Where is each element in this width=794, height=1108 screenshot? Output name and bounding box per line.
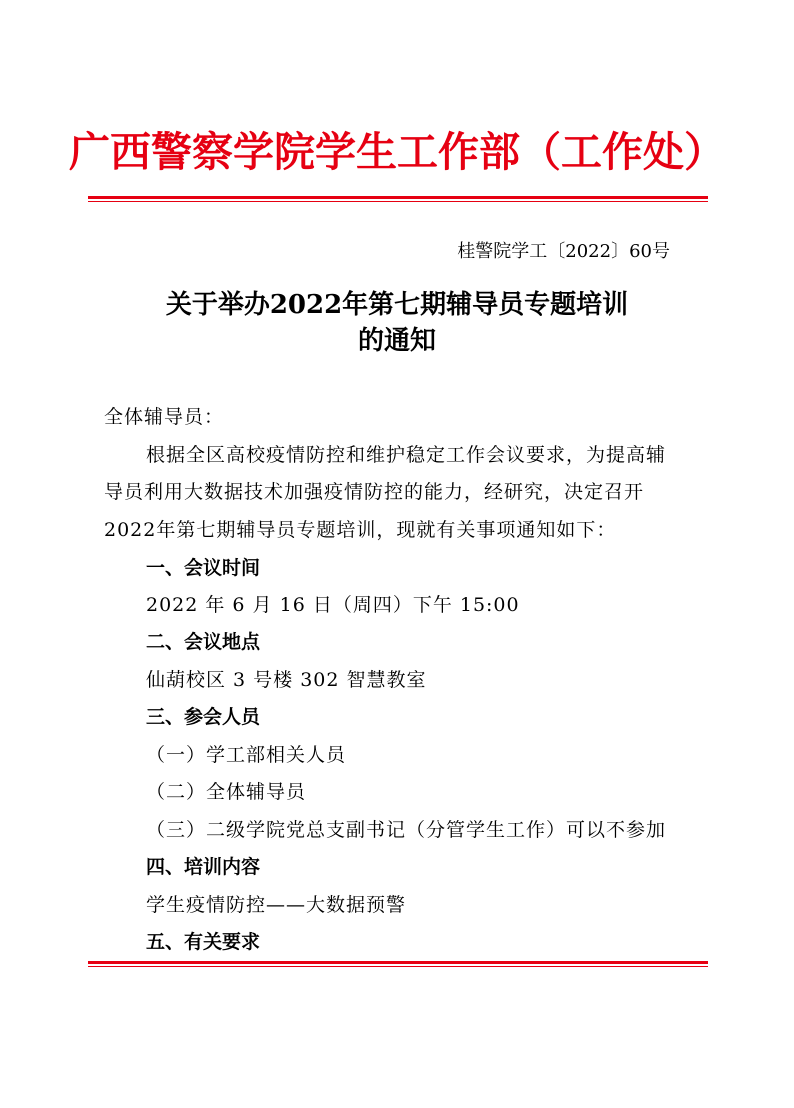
section-heading-requirements: 五、有关要求 xyxy=(146,931,261,953)
intro-line-3: 2022年第七期辅导员专题培训，现就有关事项通知如下： xyxy=(104,519,617,541)
intro-line-2: 导员利用大数据技术加强疫情防控的能力，经研究，决定召开 xyxy=(104,481,645,503)
meeting-time: 2022 年 6 月 16 日（周四）下午 15:00 xyxy=(146,594,520,616)
participant-item: （一）学工部相关人员 xyxy=(146,744,347,766)
red-divider-top-thick xyxy=(88,196,708,199)
red-divider-bottom xyxy=(88,961,708,967)
participant-item: （三）二级学院党总支副书记（分管学生工作）可以不参加 xyxy=(146,819,667,841)
document-title-line-1: 关于举办2022年第七期辅导员专题培训 xyxy=(165,290,629,320)
intro-line-1: 根据全区高校疫情防控和维护稳定工作会议要求，为提高辅 xyxy=(146,444,667,466)
red-divider-top-thin xyxy=(88,201,708,202)
document-number: 桂警院学工〔2022〕60号 xyxy=(457,241,670,262)
red-divider-bottom-thick xyxy=(88,961,708,964)
section-heading-content: 四、培训内容 xyxy=(146,856,261,878)
red-divider-top xyxy=(88,196,708,202)
section-heading-participants: 三、参会人员 xyxy=(146,706,261,728)
org-header: 广西警察学院学生工作部（工作处） xyxy=(69,128,725,176)
salutation: 全体辅导员： xyxy=(104,406,225,428)
section-heading-time: 一、会议时间 xyxy=(146,557,261,579)
training-content: 学生疫情防控——大数据预警 xyxy=(146,894,407,916)
meeting-location: 仙葫校区 3 号楼 302 智慧教室 xyxy=(146,669,427,691)
document-title-line-2: 的通知 xyxy=(357,326,436,356)
red-divider-bottom-thin xyxy=(88,966,708,967)
participant-item: （二）全体辅导员 xyxy=(146,781,307,803)
section-heading-location: 二、会议地点 xyxy=(146,631,261,653)
